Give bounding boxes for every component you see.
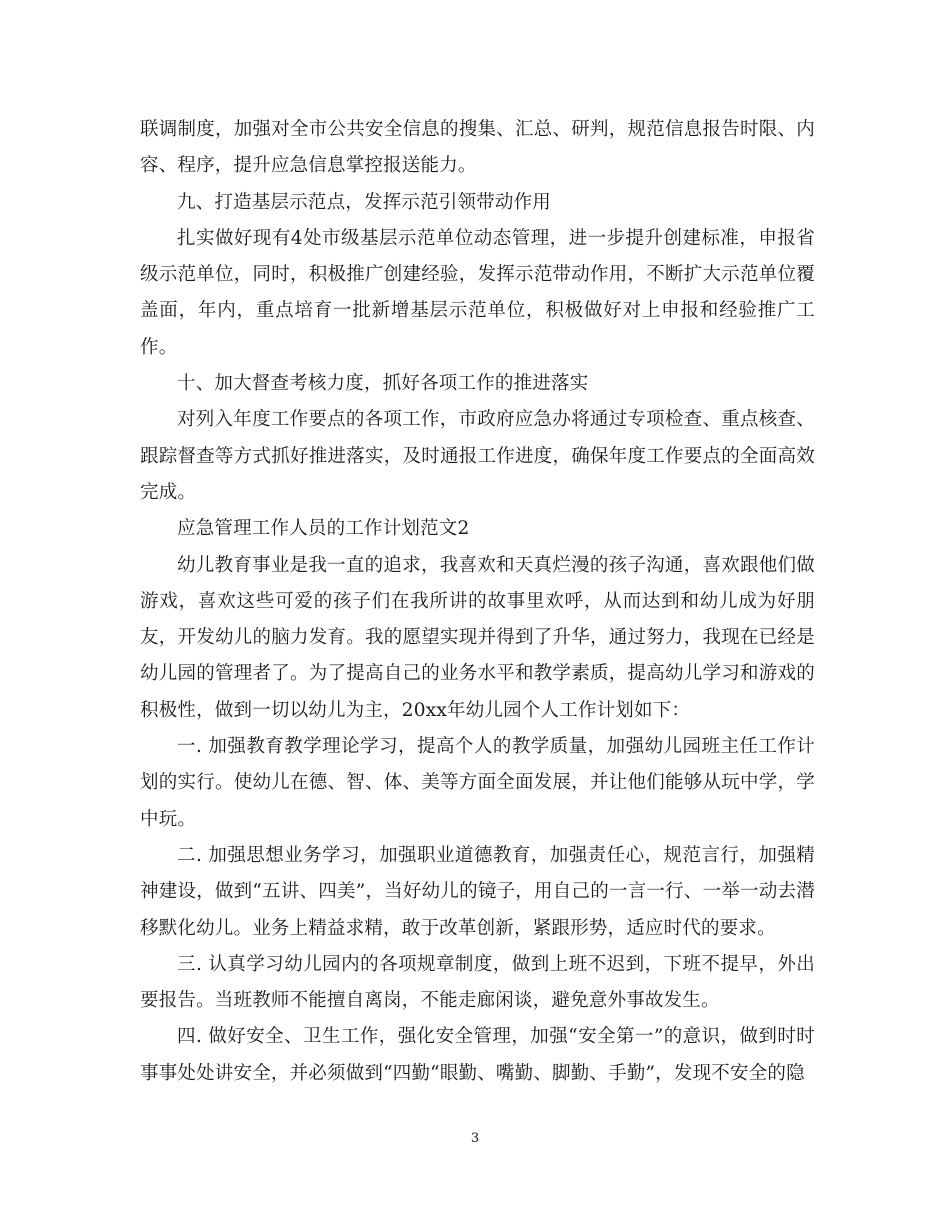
section-heading-9: 九、打造基层示范点，发挥示范引领带动作用 [177, 191, 552, 213]
list-item-1: 一. 加强教育教学理论学习，提高个人的教学质量，加强幼儿园班主任工作计划的实行。使幼儿在德、智、体、美等方面全面发展，并让他们能够从玩中学，学中玩。 [140, 736, 815, 830]
section-heading-10: 十、加大督查考核力度，抓好各项工作的推进落实 [177, 373, 589, 395]
article-title-2: 应急管理工作人员的工作计划范文2 [177, 518, 470, 540]
list-item-2: 二. 加强思想业务学习，加强职业道德教育，加强责任心，规范言行，加强精神建设，做到“五讲、四美”，当好幼儿的镜子，用自己的一言一行、一举一动去潜移默化幼儿。业务上精益求精，敢于改革创新，紧跟形势，适应时代的要求。 [140, 844, 815, 939]
document-body [140, 112, 815, 1092]
paragraph-7: 幼儿教育事业是我一直的追求，我喜欢和天真烂漫的孩子沟通，喜欢跟他们做游戏，喜欢这些可爱的孩子们在我所讲的故事里欢呼，从而达到和幼儿成为好朋友，开发幼儿的脑力发育。我的愿望实现并得到了升华，通过努力，我现在已经是幼儿园的管理者了。为了提高自己的业务水平和教学素质，提高幼儿学习和游戏的积极性，做到一切以幼儿为主，20xx年幼儿园个人工作计划如下： [140, 554, 815, 721]
paragraph-3: 扎实做好现有4处市级基层示范单位动态管理，进一步提升创建标准，申报省级示范单位，同时，积极推广创建经验，发挥示范带动作用，不断扩大示范单位覆盖面，年内，重点培育一批新增基层示范单位，积极做好对上申报和经验推广工作。 [140, 227, 815, 358]
paragraph-5: 对列入年度工作要点的各项工作，市政府应急办将通过专项检查、重点核查、跟踪督查等方式抓好推进落实，及时通报工作进度，确保年度工作要点的全面高效完成。 [140, 409, 815, 503]
list-item-4: 四. 做好安全、卫生工作，强化安全管理，加强“安全第一”的意识，做到时时事事处处讲安全，并必须做到“四勤“眼勤、嘴勤、脚勤、手勤”，发现不安全的隐 [140, 1026, 815, 1084]
paragraph-1: 联调制度，加强对全市公共安全信息的搜集、汇总、研判，规范信息报告时限、内容、程序，提升应急信息掌控报送能力。 [140, 119, 815, 177]
page-number: 3 [470, 1131, 480, 1146]
list-item-3: 三. 认真学习幼儿园内的各项规章制度，做到上班不迟到，下班不提早，外出要报告。当班教师不能擅自离岗，不能走廊闲谈，避免意外事故发生。 [140, 953, 815, 1012]
